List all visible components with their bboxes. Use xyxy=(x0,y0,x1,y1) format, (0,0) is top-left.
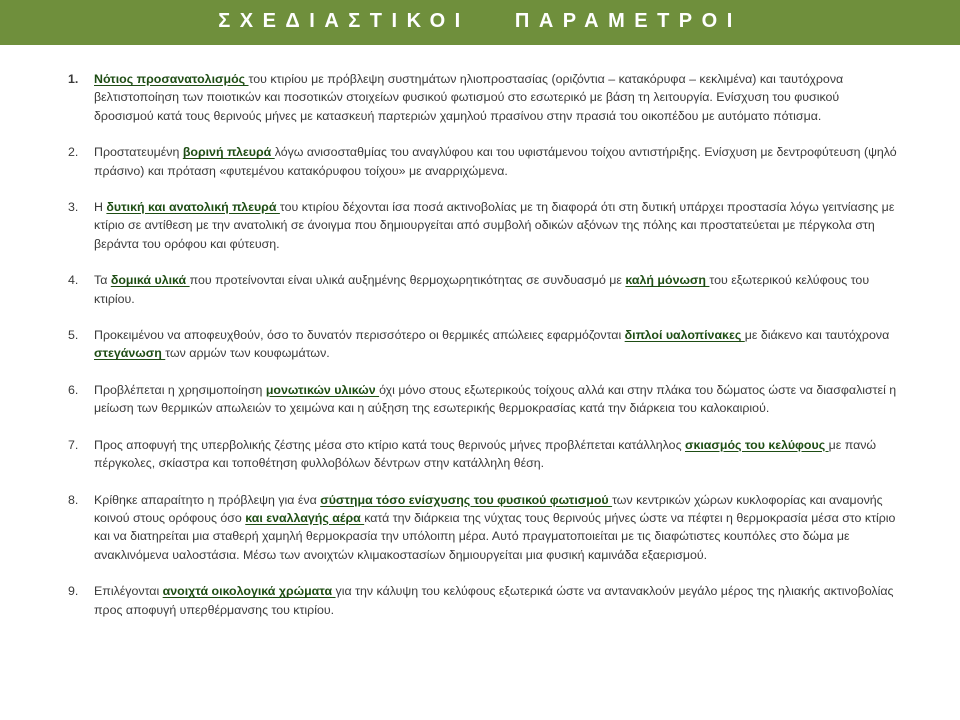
text-segment: κατά την διάρκεια της νύχτας τους θερινούς μήνες ώστε να πέφτει η θερμοκρασία μέσα στο κτίριο και να διατηρείται μια σταθερή χαμηλή θερμοκρασία την υπόλοιπη μέρα. Αυτό πραγματοποιείται με τις διαφώτιστες κουπόλες στο δώμα με ανακλινόμενα υαλοστάσια. Μέσω των ανοιχτών κλιμακοστασίων δημιουργείται μια φυσική καμινάδα εξαερισμού. xyxy=(94,510,896,562)
parameters-list xyxy=(68,70,898,637)
text-segment: των αρμών των κουφωμάτων. xyxy=(165,346,330,361)
list-item-number: 3. xyxy=(68,200,79,215)
text-segment: Προβλέπεται η χρησιμοποίηση xyxy=(94,382,266,397)
list-item-text xyxy=(94,383,896,415)
text-segment: για την κάλυψη του κελύφους εξωτερικά ώστε να αντανακλούν μεγάλο μέρος της ηλιακής ακτινοβολίας προς αποφυγή υπερθέρμανσης του κτιρίου. xyxy=(94,584,894,617)
list-item-number: 4. xyxy=(68,273,79,288)
text-segment: του κτιρίου δέχονται ίσα ποσά ακτινοβολίας με τη διαφορά ότι στη δυτική υπάρχει προστασία λόγω γειτνίασης με κτίριο σε αντίθεση με την ανατολική σε άνοιγμα που δημιουργείται από συμβολή οδικών αξόνων της πόλης και προστατεύεται με πέργκολα στη βεράντα του ορόφου και φύτευση. xyxy=(94,200,895,251)
list-item xyxy=(68,582,898,619)
list-item xyxy=(68,70,898,125)
list-item xyxy=(68,326,898,363)
keyword-highlight: δομικά υλικά xyxy=(110,273,190,288)
text-segment: όχι μόνο στους εξωτερικούς τοίχους αλλά και στην πλάκα του δώματος ώστε να διασφαλιστεί η μείωση των θερμικών απωλειών το χειμώνα και η αύξηση της εσωτερικής θερμοκρασίας κατά την διάρκεια του καλοκαιριού. xyxy=(94,382,897,416)
text-segment: Τα xyxy=(94,273,111,288)
list-item xyxy=(68,143,898,180)
list-item-text xyxy=(94,145,897,177)
list-item-text xyxy=(94,328,889,360)
text-segment: με πανώ πέργκολες, σκίαστρα και τοποθέτηση φυλλοβόλων δέντρων στην κατάλληλη θέση. xyxy=(94,437,877,471)
list-item-number: 9. xyxy=(68,584,79,599)
text-segment: που προτείνονται είναι υλικά αυξημένης θερμοχωρητικότητας σε συνδυασμό με xyxy=(189,273,626,288)
list-item-text xyxy=(94,493,895,562)
list-item-text xyxy=(94,72,843,123)
text-segment: Κρίθηκε απαραίτητο η πρόβλεψη για ένα xyxy=(94,492,321,507)
list-item-number: 7. xyxy=(68,437,79,452)
keyword-highlight: ανοιχτά οικολογικά χρώματα xyxy=(162,584,336,599)
keyword-highlight: στεγάνωση xyxy=(94,346,166,361)
list-item xyxy=(68,271,898,308)
keyword-highlight: και εναλλαγής αέρα xyxy=(245,510,365,525)
page-title: ΣΧΕΔΙΑΣΤΙΚΟΙ ΠΑΡΑΜΕΤΡΟΙ xyxy=(218,10,742,32)
text-segment: Προκειμένου να αποφευχθούν, όσο το δυνατόν περισσότερο οι θερμικές απώλειες εφαρμόζονται xyxy=(94,328,625,343)
title-bar xyxy=(0,0,960,45)
text-segment: Η xyxy=(94,200,107,215)
list-item-number: 1. xyxy=(68,72,79,86)
keyword-highlight: μονωτικών υλικών xyxy=(265,382,380,397)
keyword-highlight: Νότιος προσανατολισμός xyxy=(94,72,249,86)
text-segment: Επιλέγονται xyxy=(94,584,163,599)
list-item xyxy=(68,436,898,473)
text-segment: του εξωτερικού κελύφους του κτιρίου. xyxy=(94,273,870,306)
list-item-text xyxy=(94,200,894,251)
list-item-text xyxy=(94,584,893,616)
text-segment: με διάκενο και ταυτόχρονα xyxy=(744,328,890,343)
keyword-highlight: σύστημα τόσο ενίσχυσης του φυσικού φωτισμού xyxy=(320,492,613,507)
list-item xyxy=(68,491,898,565)
list-item xyxy=(68,381,898,418)
text-segment: Προστατευμένη xyxy=(94,145,183,160)
text-segment: των κεντρικών χώρων κυκλοφορίας και αναμονής κοινού στους ορόφους όσο xyxy=(94,492,883,525)
keyword-highlight: σκιασμός του κελύφους xyxy=(684,437,829,452)
keyword-highlight: καλή μόνωση xyxy=(625,273,710,288)
keyword-highlight: βορινή πλευρά xyxy=(182,145,275,160)
text-segment: λόγω ανισοσταθμίας του αναγλύφου και του υφιστάμενου τοίχου αντιστήριξης. Ενίσχυση με δεντροφύτευση (ψηλό πράσινο) και πρόταση «φυτεμένου κατακόρυφου τοίχου» με αναρριχώμενα. xyxy=(94,145,897,178)
keyword-highlight: διπλοί υαλοπίνακες xyxy=(624,328,745,343)
text-segment: του κτιρίου με πρόβλεψη συστημάτων ηλιοπροστασίας (οριζόντια – κατακόρυφα – κεκλιμένα) και ταυτόχρονα βελτιστοποίηση των ποιοτικών και ποσοτικών στοιχείων φυσικού φωτισμού στο εσωτερικό με βάση τη λειτουργία. Ενίσχυση του φυσικού δροσισμού κατά τους θερινούς μήνες με κατασκευή παρτεριών χαμηλού πρασίνου στην πρασιά του οικοπέδου με αυτόματο πότισμα. xyxy=(94,72,844,123)
list-item-text xyxy=(94,438,876,470)
list-item xyxy=(68,198,898,253)
list-item-number: 5. xyxy=(68,328,79,343)
list-item-number: 2. xyxy=(68,145,79,160)
text-segment: Προς αποφυγή της υπερβολικής ζέστης μέσα στο κτίριο κατά τους θερινούς μήνες προβλέπεται κατάλληλος xyxy=(94,437,685,452)
list-item-text xyxy=(94,273,869,305)
list-item-number: 8. xyxy=(68,492,79,507)
list-item-number: 6. xyxy=(68,382,79,397)
keyword-highlight: δυτική και ανατολική πλευρά xyxy=(106,200,280,215)
